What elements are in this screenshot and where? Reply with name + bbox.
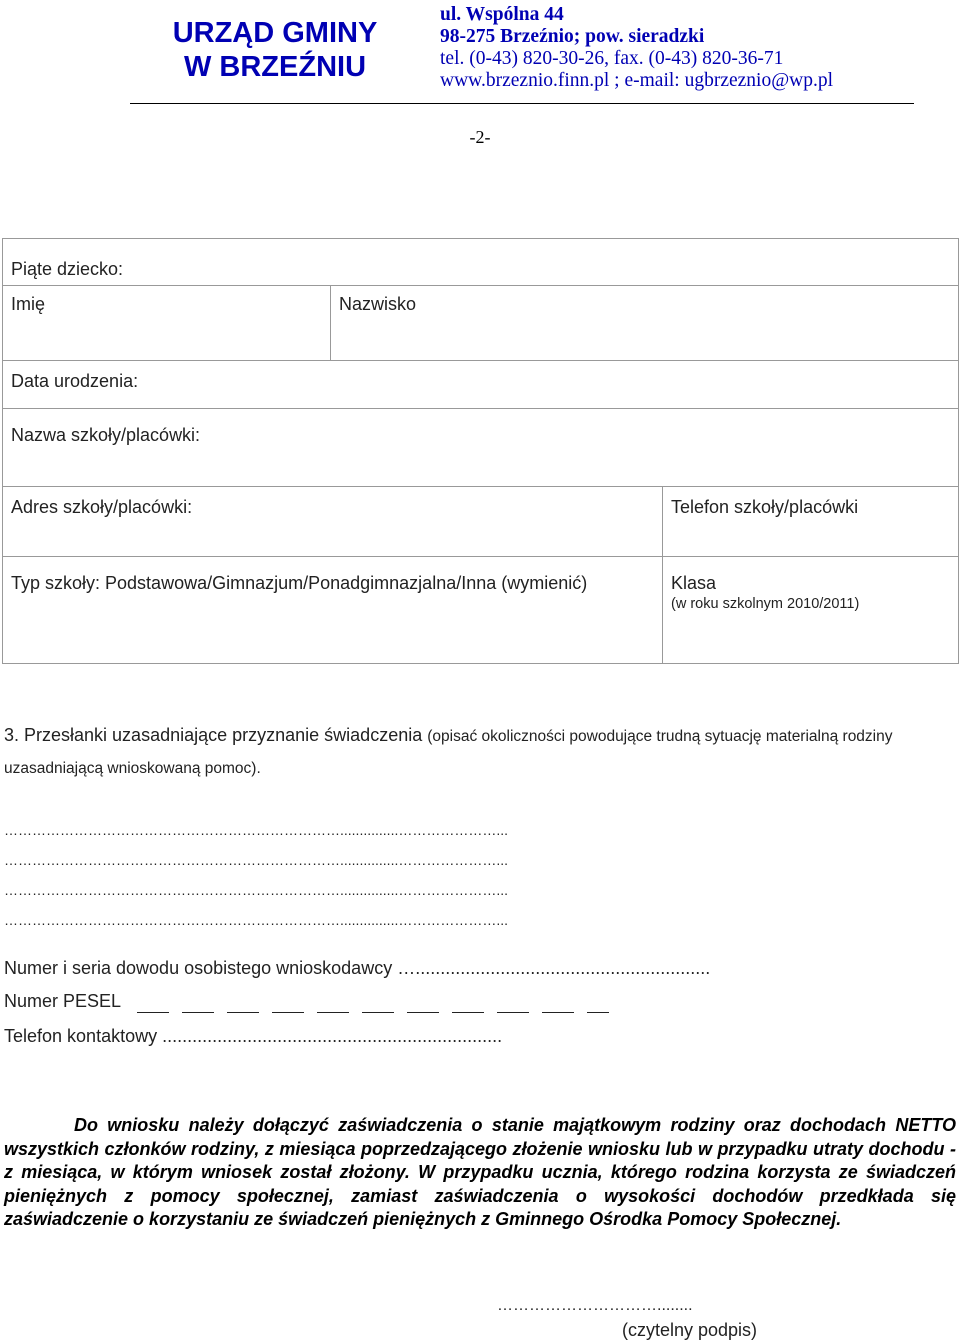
pesel-digit-slot[interactable]: [362, 1012, 394, 1013]
pesel-digit-slot[interactable]: [272, 1012, 304, 1013]
pesel-digit-slot[interactable]: [542, 1012, 574, 1013]
birth-date-label: Data urodzenia:: [11, 371, 139, 391]
id-number-field[interactable]: Numer i seria dowodu osobistego wnioskodawcy …...........................................................: [4, 958, 711, 978]
justification-line-2[interactable]: ………………………………………………………………...............…………………...: [4, 852, 509, 866]
school-name-label: Nazwa szkoły/placówki:: [11, 425, 201, 445]
pesel-label: Numer PESEL: [4, 991, 122, 1011]
school-phone-field[interactable]: [663, 487, 959, 557]
pesel-digit-slot[interactable]: [452, 1012, 484, 1013]
header-rule: [130, 103, 914, 104]
pesel-digit-slot[interactable]: [407, 1012, 439, 1013]
pesel-digit-slot[interactable]: [137, 1012, 169, 1013]
address-phone: tel. (0-43) 820-30-26, fax. (0-43) 820-36-71: [440, 48, 784, 69]
form-heading-cell: [3, 239, 959, 286]
school-address-label: Adres szkoły/placówki:: [11, 497, 193, 517]
attachments-notice: [4, 1114, 956, 1232]
first-name-label: Imię: [11, 294, 46, 314]
pesel-digit-slot[interactable]: [227, 1012, 259, 1013]
contact-phone-field[interactable]: Telefon kontaktowy ....................................................................: [4, 1026, 503, 1046]
school-name-field[interactable]: [3, 409, 959, 487]
justification-line-3[interactable]: ………………………………………………………………...............…………………...: [4, 882, 509, 896]
last-name-label: Nazwisko: [339, 294, 417, 314]
section-3-note: (opisać okoliczności powodujące trudną sytuację materialną rodziny uzasadniającą wnioskowaną pomoc).: [4, 728, 893, 777]
class-field[interactable]: [663, 557, 959, 664]
pesel-digit-slot[interactable]: [317, 1012, 349, 1013]
class-label: Klasa: [671, 573, 717, 593]
address-city: 98-275 Brzeźnio; pow. sieradzki: [440, 26, 705, 47]
birth-date-field[interactable]: [3, 361, 959, 409]
justification-line-4[interactable]: ………………………………………………………………...............…………………...: [4, 912, 509, 926]
section-3: [4, 720, 958, 784]
school-type-label: Typ szkoły: Podstawowa/Gimnazjum/Ponadgimnazjalna/Inna (wymienić): [11, 573, 588, 593]
office-name-line2: W BRZEŹNIU: [183, 51, 367, 83]
form-heading: Piąte dziecko:: [11, 259, 124, 279]
office-name: [150, 16, 400, 84]
office-name-line1: URZĄD GMINY: [172, 17, 378, 49]
notice-text: Do wniosku należy dołączyć zaświadczenia o stanie majątkowym rodziny oraz dochodach NETTO wszystkich członków rodziny, z miesiąca poprzedzającego złożenie wniosku lub w przypadku utraty dochodu - z miesiąca, w którym wniosek został złożony. W przypadku ucznia, którego rodzina korzysta ze świadczeń pieniężnych z pomocy społecznej, zamiast zaświadczenia o wysokości dochodów przedkłada się zaświadczenie o korzystaniu ze świadczeń pieniężnych z Gminnego Ośrodka Pomocy Społecznej.: [4, 1115, 956, 1229]
school-phone-label: Telefon szkoły/placówki: [671, 497, 859, 517]
school-type-field[interactable]: [3, 557, 663, 664]
child-form-table: [2, 238, 959, 664]
pesel-digit-slot[interactable]: [587, 1012, 609, 1013]
pesel-digit-slot[interactable]: [497, 1012, 529, 1013]
address-street: ul. Wspólna 44: [440, 4, 564, 25]
address-web: www.brzeznio.finn.pl ; e-mail: ugbrzeznio@wp.pl: [440, 70, 834, 91]
page-number: -2-: [469, 127, 491, 147]
section-3-title: 3. Przesłanki uzasadniające przyznanie świadczenia: [4, 725, 423, 745]
justification-line-1[interactable]: ………………………………………………………………...............…………………...: [4, 822, 509, 836]
class-note: (w roku szkolnym 2010/2011): [671, 596, 860, 612]
pesel-digit-slot[interactable]: [182, 1012, 214, 1013]
signature-caption: (czytelny podpis): [622, 1320, 758, 1340]
last-name-field[interactable]: [331, 286, 959, 361]
first-name-field[interactable]: [3, 286, 331, 361]
school-address-field[interactable]: [3, 487, 663, 557]
signature-line[interactable]: …………………………........: [497, 1297, 693, 1314]
office-address: [440, 4, 833, 92]
